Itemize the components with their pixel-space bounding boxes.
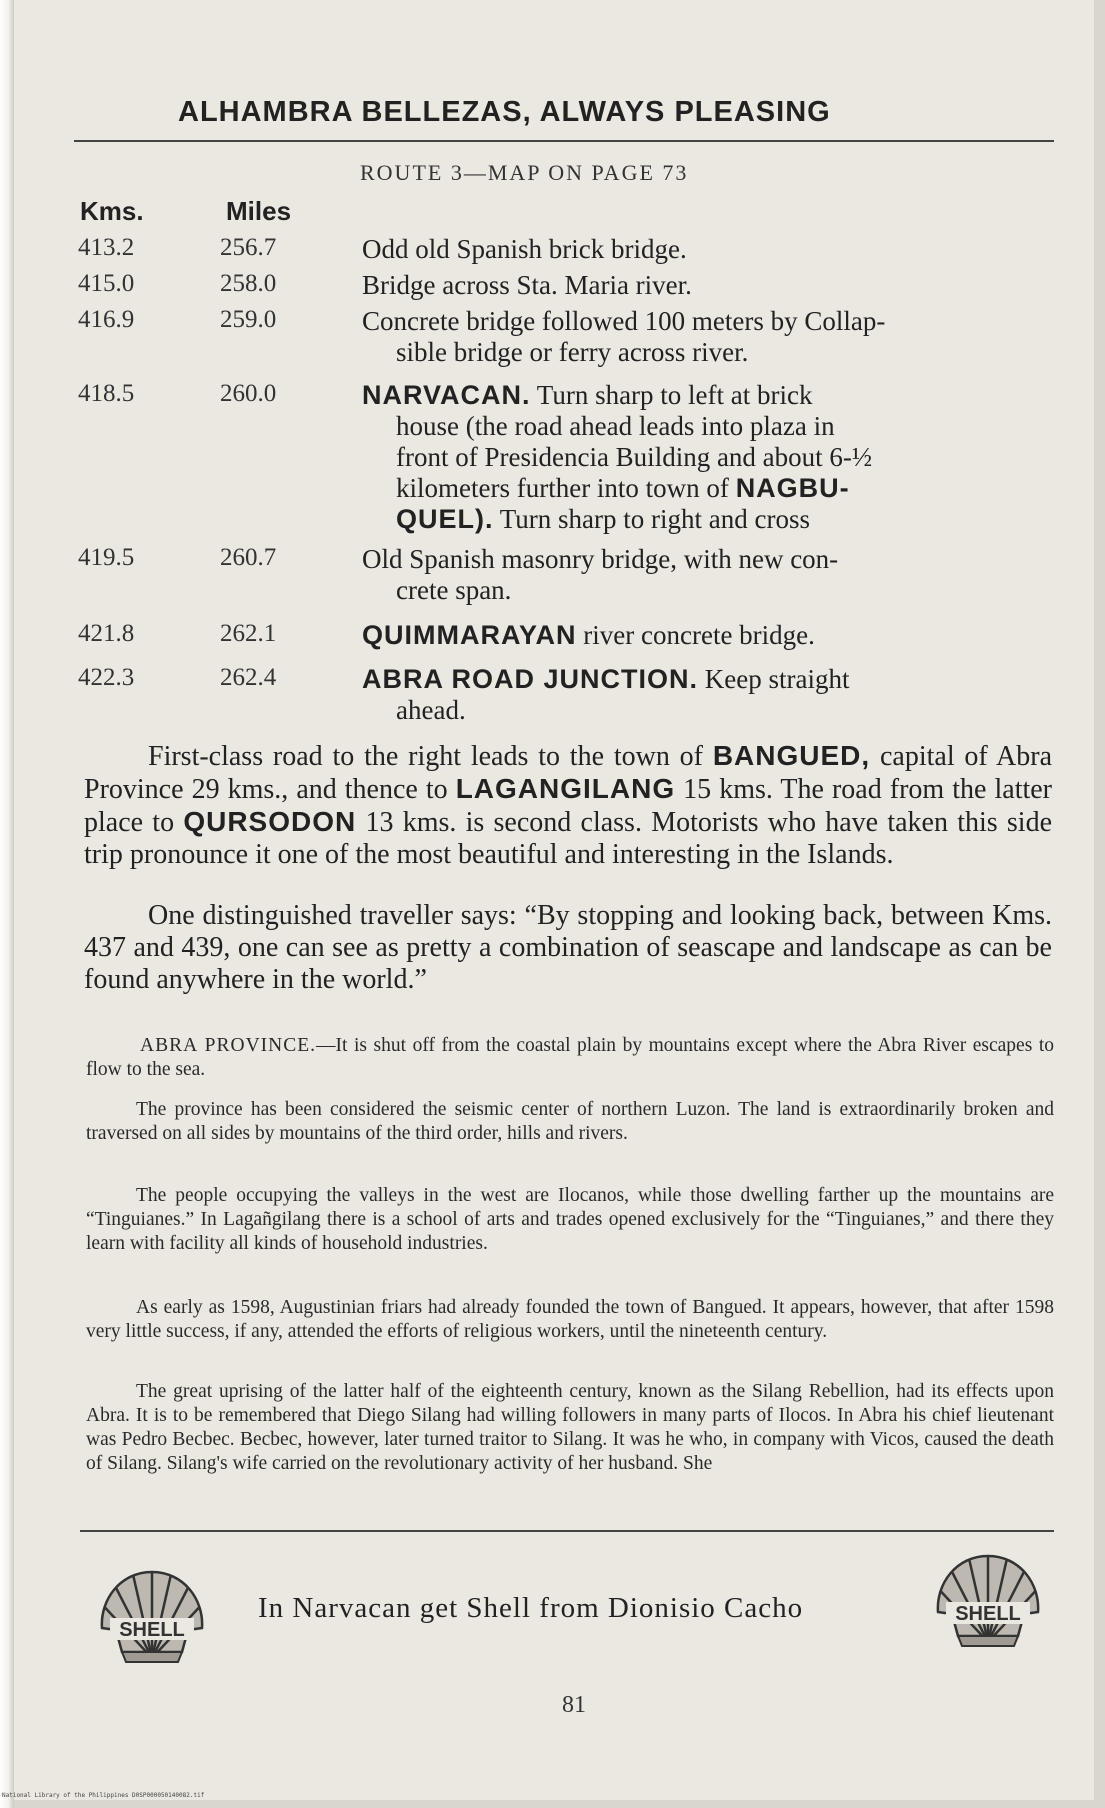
- kms-value: 418.5: [78, 380, 135, 407]
- miles-column-header: Miles: [226, 196, 292, 226]
- running-header: ALHAMBRA BELLEZAS, ALWAYS PLEASING: [178, 96, 831, 128]
- place-name: ABRA ROAD JUNCTION.: [362, 664, 698, 694]
- place-name: QUEL).: [396, 504, 494, 534]
- scan-footer: National Library of the Philippines D0SP000050140082.tif: [2, 1792, 205, 1799]
- shell-logo-icon: [96, 1566, 208, 1666]
- miles-value: 260.0: [220, 380, 277, 407]
- entry-description: Concrete bridge followed 100 meters by Collap- sible bridge or ferry across river.: [362, 306, 886, 367]
- page-edge: [0, 0, 14, 1808]
- header-rule: [74, 140, 1054, 142]
- kms-value: 419.5: [78, 544, 135, 571]
- shell-logo-icon: [932, 1550, 1044, 1650]
- miles-value: 260.7: [220, 544, 277, 571]
- paragraph-traveller-quote: One distinguished traveller says: “By stopping and looking back, between Kms. 437 and 439, one can see as pretty a combination of seascape and landscape as can be found anywhere in the world.”: [84, 900, 1052, 995]
- abra-heading: ABRA PROVINCE.: [140, 1035, 317, 1056]
- entry-description: ABRA ROAD JUNCTION. Keep straight ahead.: [362, 664, 850, 725]
- svg-text:SHELL: SHELL: [955, 1603, 1021, 1625]
- place-name: NAGBU-: [735, 473, 850, 503]
- miles-value: 259.0: [220, 306, 277, 333]
- entry-description: QUIMMARAYAN river concrete bridge.: [362, 620, 815, 650]
- place-name: BANGUED,: [712, 740, 871, 771]
- svg-text:SHELL: SHELL: [119, 1619, 185, 1641]
- kms-value: 422.3: [78, 664, 135, 691]
- kms-value: 421.8: [78, 620, 135, 647]
- shell-advertisement: In Narvacan get Shell from Dionisio Cacho: [258, 1592, 804, 1624]
- entry-description: Old Spanish masonry bridge, with new con- crete span.: [362, 544, 839, 605]
- miles-value: 262.4: [220, 664, 277, 691]
- kms-value: 416.9: [78, 306, 135, 333]
- place-name: QUIMMARAYAN: [362, 620, 577, 650]
- entry-description: NARVACAN. Turn sharp to left at brick house (the road ahead leads into plaza in front of Presidencia Building and about 6-½ kilometers further into town of NAGBU- QUEL). Turn sharp to right and cross: [362, 380, 873, 534]
- abra-paragraph-5: The great uprising of the latter half of the eighteenth century, known as the Silang Rebellion, had its effects upon Abra. It is to be remembered that Diego Silang had willing followers in many parts of Ilocos. In Abra his chief lieutenant was Pedro Becbec. Becbec, however, later turned traitor to Silang. It was he who, in company with Vicos, caused the death of Silang. Silang's wife carried on the revolutionary activity of her husband. She: [86, 1381, 1054, 1474]
- footer-rule: [80, 1530, 1054, 1532]
- miles-value: 256.7: [220, 234, 277, 261]
- entry-description: Odd old Spanish brick bridge.: [362, 234, 687, 264]
- kms-column-header: Kms.: [80, 196, 144, 226]
- page-number: 81: [562, 1692, 586, 1718]
- kms-value: 413.2: [78, 234, 135, 261]
- kms-value: 415.0: [78, 270, 135, 297]
- miles-value: 262.1: [220, 620, 277, 647]
- route-label: ROUTE 3—MAP ON PAGE 73: [360, 160, 689, 185]
- book-page: [14, 0, 1094, 1800]
- place-name: NARVACAN.: [362, 380, 531, 410]
- paragraph-side-trip: First-class road to the right leads to the town of BANGUED, capital of Abra Province 29 kms., and thence to LAGANGILANG 15 kms. The road from the latter place to QURSODON 13 kms. is second class. Motorists who have taken this side trip pronounce it one of the most beautiful and interesting in the Islands.: [84, 740, 1053, 870]
- abra-paragraph-4: As early as 1598, Augustinian friars had already founded the town of Bangued. It appears, however, that after 1598 very little success, if any, attended the efforts of religious workers, until the nineteenth century.: [86, 1297, 1054, 1342]
- place-name: LAGANGILANG: [455, 773, 676, 804]
- entry-description: Bridge across Sta. Maria river.: [362, 270, 692, 300]
- place-name: QURSODON: [183, 806, 357, 837]
- abra-paragraph-2: The province has been considered the seismic center of northern Luzon. The land is extraordinarily broken and traversed on all sides by mountains of the third order, hills and rivers.: [86, 1099, 1054, 1144]
- abra-paragraph-1: ABRA PROVINCE.—It is shut off from the coastal plain by mountains except where the Abra River escapes to flow to the sea.: [86, 1035, 1054, 1080]
- abra-paragraph-3: The people occupying the valleys in the west are Ilocanos, while those dwelling farther up the mountains are “Tinguianes.” In Lagañgilang there is a school of arts and trades opened exclusively for the “Tinguianes,” and there they learn with facility all kinds of household industries.: [86, 1185, 1054, 1254]
- miles-value: 258.0: [220, 270, 277, 297]
